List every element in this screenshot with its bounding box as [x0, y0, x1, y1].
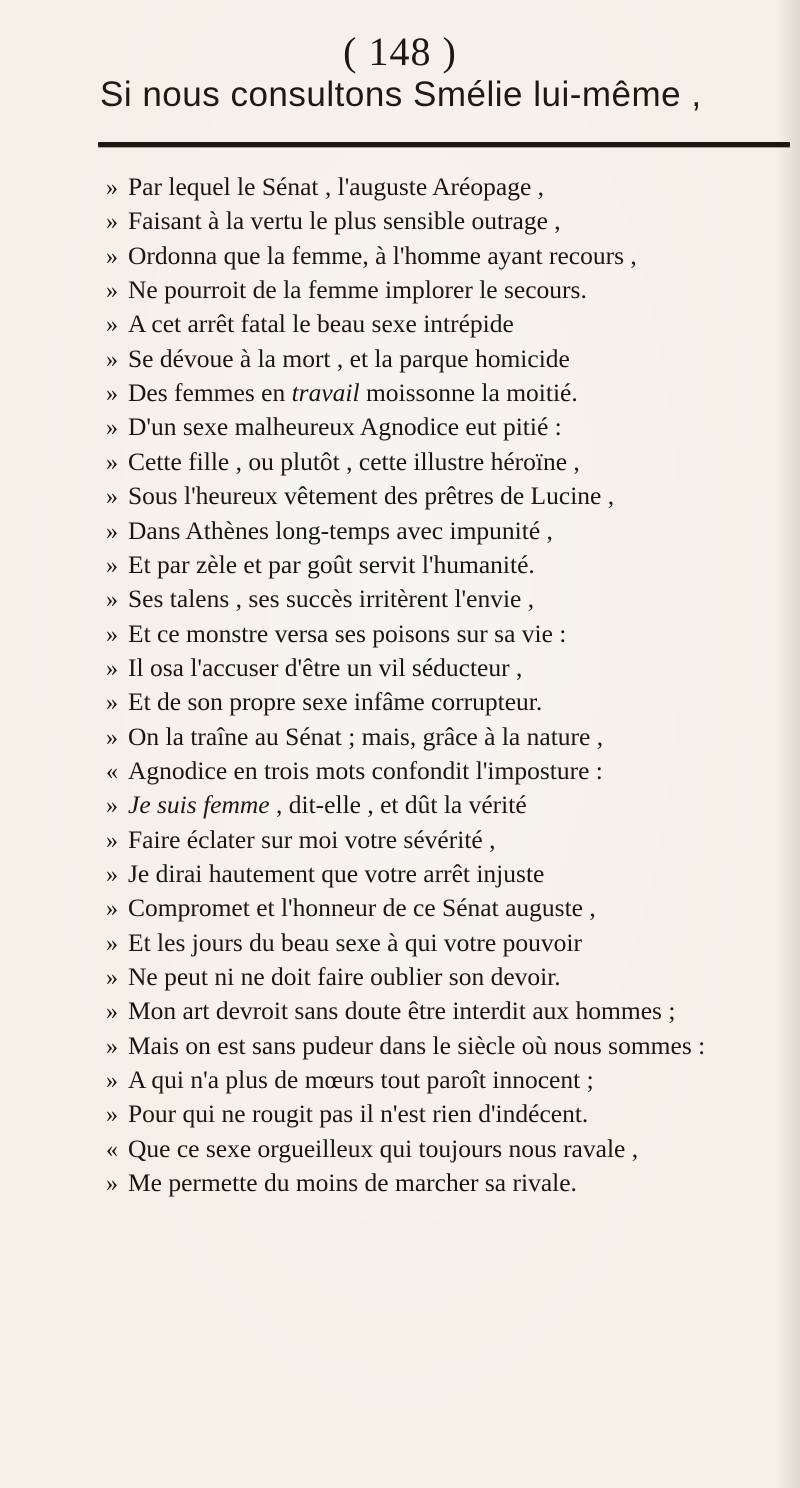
quote-mark: »: [106, 175, 118, 201]
quote-mark: «: [106, 1136, 118, 1163]
verse-line: [106, 788, 796, 822]
verse-text: Agnodice en trois mots confondit l'imposture :: [128, 755, 603, 785]
verse-text: Mon art devroit sans doute être interdit aux hommes ;: [128, 996, 676, 1026]
quote-mark: »: [106, 312, 118, 339]
verse-italic-text: travail: [291, 378, 360, 408]
verse-text: Compromet et l'honneur de ce Sénat auguste ,: [128, 893, 596, 923]
quote-mark: «: [106, 758, 118, 785]
verse-text: Que ce sexe orgueilleux qui toujours nous ravale ,: [128, 1133, 639, 1163]
quote-mark: »: [106, 655, 118, 682]
verse-text: Sous l'heureux vêtement des prêtres de Lucine ,: [128, 481, 615, 511]
verse-text: A cet arrêt fatal le beau sexe intrépide: [128, 309, 514, 339]
verse-line: [106, 342, 796, 376]
quote-mark: »: [106, 690, 118, 717]
verse-line: [106, 1029, 796, 1063]
quote-mark: »: [106, 518, 118, 545]
verse-line: [106, 720, 796, 754]
verse-text: A qui n'a plus de mœurs tout paroît innocent ;: [128, 1065, 594, 1095]
verse-text: Dans Athènes long-temps avec impunité ,: [128, 515, 553, 545]
verse-line: [106, 376, 796, 410]
quote-mark: »: [106, 415, 118, 442]
quote-mark: »: [106, 827, 118, 854]
verse-line: [106, 651, 796, 685]
quote-mark: »: [106, 484, 118, 511]
verse-text: Faisant à la vertu le plus sensible outrage ,: [128, 206, 561, 236]
verse-line: [106, 307, 796, 341]
verse-line: [106, 823, 796, 857]
verse-text: Par lequel le Sénat , l'auguste Aréopage ,: [128, 172, 545, 201]
verse-text: Ordonna que la femme, à l'homme ayant recours ,: [128, 240, 637, 270]
verse-text: Il osa l'accuser d'être un vil séducteur ,: [128, 652, 523, 682]
page-number: ( 148 ): [343, 29, 457, 74]
quote-mark: »: [106, 930, 118, 957]
verse-text: moissonne la moitié.: [359, 378, 578, 408]
verse-line: [106, 239, 796, 273]
verse-line: [106, 204, 796, 238]
verse-text: , dit-elle , et dût la vérité: [269, 790, 527, 820]
verse-line: [106, 445, 796, 479]
verse-line: [106, 1063, 796, 1097]
verse-text: Et ce monstre versa ses poisons sur sa vie :: [128, 618, 567, 648]
quote-mark: »: [106, 1033, 118, 1060]
verse-line: [106, 754, 796, 788]
verse-text: Pour qui ne rougit pas il n'est rien d'indécent.: [128, 1099, 589, 1129]
verse-line: [106, 960, 796, 994]
verse-text: On la traîne au Sénat ; mais, grâce à la nature ,: [128, 721, 604, 751]
verse-text: Me permette du moins de marcher sa rivale.: [128, 1168, 577, 1198]
verse-text: Et par zèle et par goût servit l'humanité.: [128, 549, 535, 579]
verse-line: [106, 1166, 796, 1200]
quote-mark: »: [106, 449, 118, 476]
header-rule: [98, 142, 790, 147]
verse-text: Et les jours du beau sexe à qui votre pouvoir: [128, 927, 582, 957]
quote-mark: »: [106, 243, 118, 270]
quote-mark: »: [106, 999, 118, 1026]
verse-line: [106, 1132, 796, 1166]
quote-mark: »: [106, 1068, 118, 1095]
verse-text: Cette fille , ou plutôt , cette illustre héroïne ,: [128, 446, 580, 476]
verse-text: D'un sexe malheureux Agnodice eut pitié :: [128, 412, 562, 442]
verse-text: Ne peut ni ne doit faire oublier son devoir.: [128, 962, 561, 992]
quote-mark: »: [106, 587, 118, 614]
verse-text: Faire éclater sur moi votre sévérité ,: [128, 824, 496, 854]
quote-mark: »: [106, 724, 118, 751]
verse-line: [106, 857, 796, 891]
verse-line: [106, 548, 796, 582]
quote-mark: »: [106, 862, 118, 888]
quote-mark: »: [106, 621, 118, 648]
quote-mark: »: [106, 793, 118, 820]
verse-text: Et de son propre sexe infâme corrupteur.: [128, 687, 543, 717]
verse-text: Se dévoue à la mort , et la parque homicide: [128, 343, 570, 373]
verse-text: Des femmes en: [128, 378, 292, 408]
quote-mark: »: [106, 552, 118, 579]
verse-text: Mais on est sans pudeur dans le siècle où nous sommes :: [128, 1030, 706, 1060]
quote-mark: »: [106, 346, 118, 373]
quote-mark: »: [106, 381, 118, 408]
verse-text: Je dirai hautement que votre arrêt injuste: [128, 859, 545, 888]
quote-mark: »: [106, 278, 118, 305]
verse-text: Ne pourroit de la femme implorer le secours.: [128, 275, 587, 305]
verse-line: [106, 994, 796, 1028]
verse-line: [106, 617, 796, 651]
verse-line: [106, 926, 796, 960]
verse-line: [106, 1097, 796, 1131]
verse-line: [106, 514, 796, 548]
verse-text: Ses talens , ses succès irritèrent l'envie ,: [128, 584, 535, 614]
verse-line: [106, 273, 796, 307]
quote-mark: »: [106, 965, 118, 992]
verse-line: [106, 479, 796, 513]
verse-line: [106, 582, 796, 616]
quote-mark: »: [106, 1171, 118, 1198]
quote-mark: »: [106, 209, 118, 236]
verse-line: [106, 170, 796, 204]
quote-mark: »: [106, 1102, 118, 1129]
verse-line: [106, 891, 796, 925]
verse-italic-text: Je suis femme: [128, 790, 270, 820]
quote-mark: »: [106, 896, 118, 923]
verse-line: [106, 685, 796, 719]
verse-line: [106, 410, 796, 444]
running-head: Si nous consultons Smélie lui-même ,: [100, 75, 702, 114]
